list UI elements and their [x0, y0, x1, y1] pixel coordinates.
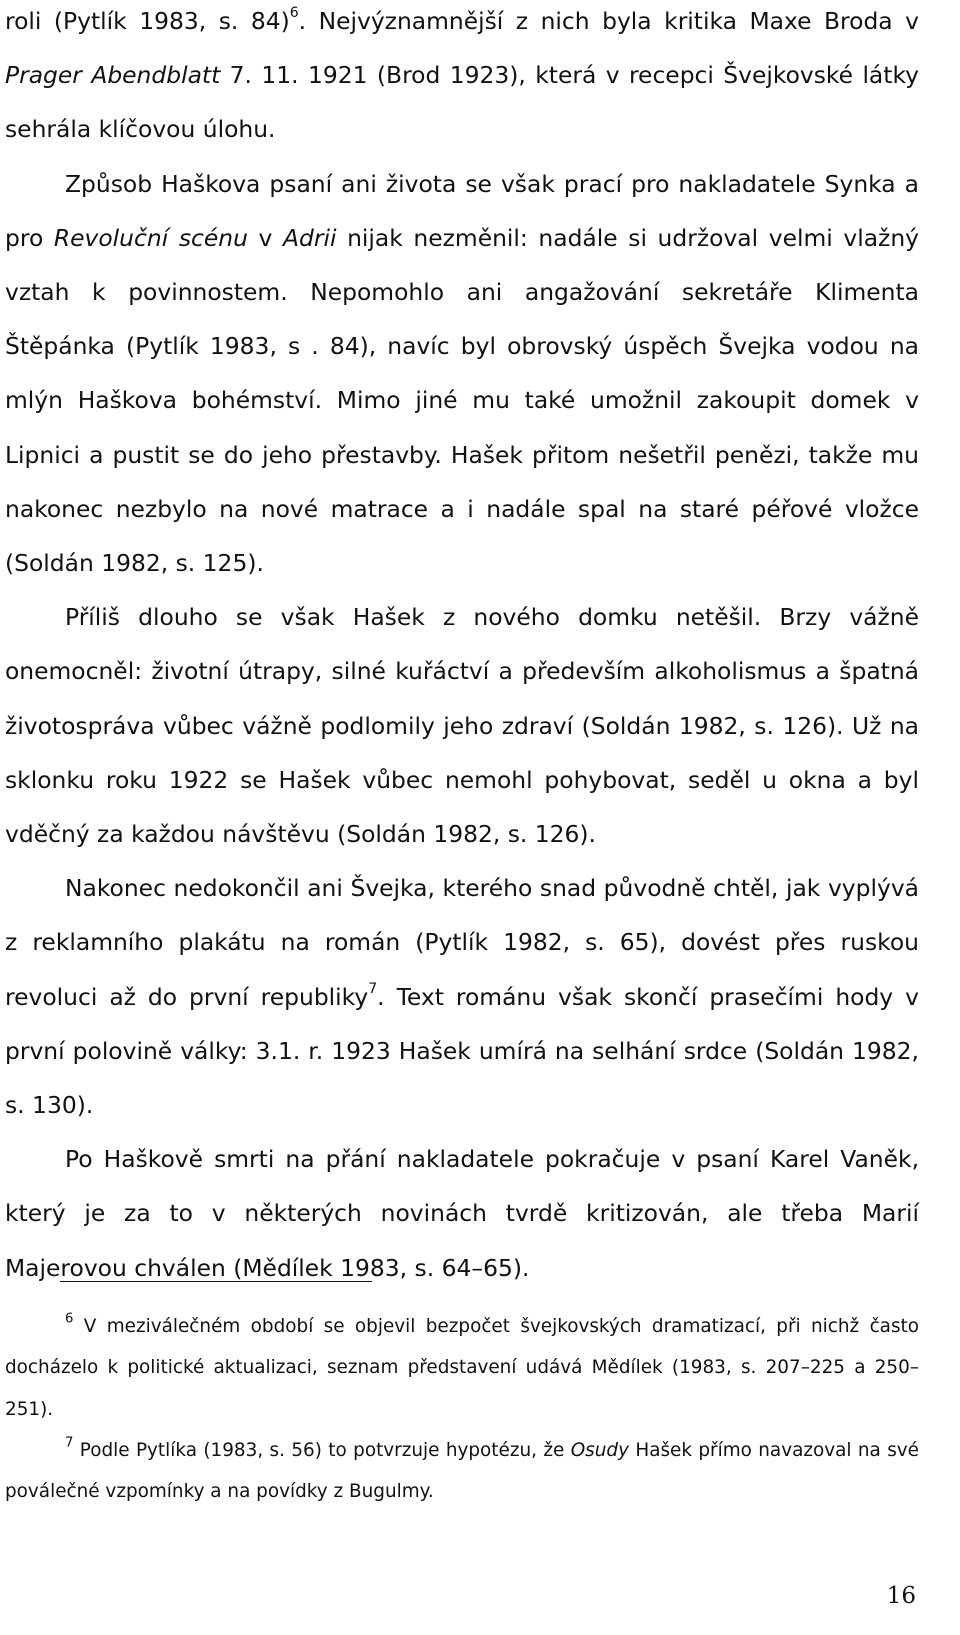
footnote-6: [5, 1306, 919, 1430]
footnote-ref-7[interactable]: 7: [368, 980, 378, 997]
footnote-separator: [60, 1281, 372, 1282]
footnote-text: Hašek přímo navazoval na své poválečné vzpomínky a na povídky z Bugulmy.: [5, 1439, 919, 1503]
footnote-number: 6: [65, 1311, 74, 1327]
paragraph-4: [5, 861, 919, 1132]
text-run: roli (Pytlík 1983, s. 84): [5, 7, 290, 35]
footnotes: [5, 1306, 919, 1512]
paragraph-5: Po Haškově smrti na přání nakladatele pokračuje v psaní Karel Vaněk, který je za to v některých novinách tvrdě kritizován, ale třeba Marií Majerovou chválen (Mědílek 1983, s. 64–65).: [5, 1145, 919, 1282]
paragraph-1: [5, 0, 919, 157]
italic-title: Revoluční scénu: [53, 223, 248, 252]
footnote-number: 7: [65, 1435, 74, 1451]
document-page: [5, 0, 919, 1295]
italic-title: Prager Abendblatt: [5, 61, 221, 90]
text-run: nijak nezměnil: nadále si udržoval velmi vlažný vztah k povinnostem. Nepomohlo ani angažování sekretáře Klimenta Štěpánka (Pytlík 1983, s . 84), navíc byl obrovský úspěch Švejka vodou na mlýn Haškova bohémství. Mimo jiné mu také umožnil zakoupit domek v Lipnici a pustit se do jeho přestavby. Hašek přitom nešetřil penězi, takže mu nakonec nezbylo na nové matrace a i nadále spal na staré péřové vložce (Soldán 1982, s. 125).: [5, 223, 919, 578]
text-run: . Text románu však skončí prasečími hody v první polovině války: 3.1. r. 1923 Hašek umírá na selhání srdce (Soldán 1982, s. 130).: [5, 982, 919, 1120]
footnote-text: Podle Pytlíka (1983, s. 56) to potvrzuje hypotézu, že: [73, 1439, 571, 1461]
paragraph-2: [5, 157, 919, 591]
text-run: . Nejvýznamnější z nich byla kritika Maxe Broda v: [298, 7, 919, 35]
text-run: v: [247, 223, 283, 252]
text-run: 7. 11. 1921 (Brod 1923), která v recepci Švejkovské látky sehrála klíčovou úlohu.: [5, 61, 919, 144]
footnote-text: V meziválečném období se objevil bezpočet švejkovských dramatizací, při nichž často docházelo k politické aktualizaci, seznam představení udává Mědílek (1983, s. 207–225 a 250–251).: [5, 1316, 919, 1420]
page-number: 16: [886, 1583, 916, 1609]
text-run: Způsob Haškova psaní ani života se však prací pro nakladatele Synka a pro: [5, 169, 919, 252]
italic-title: Adrii: [283, 223, 337, 252]
text-run: Nakonec nedokončil ani Švejka, kterého snad původně chtěl, jak vyplývá z reklamního plakátu na román (Pytlík 1982, s. 65), dovést přes ruskou revoluci až do první republiky: [5, 874, 919, 1011]
footnote-7: [5, 1430, 919, 1513]
footnote-ref-6[interactable]: 6: [289, 5, 299, 22]
italic-title: Osudy: [570, 1439, 629, 1461]
paragraph-3: Příliš dlouho se však Hašek z nového domku netěšil. Brzy vážně onemocněl: životní útrapy, silné kuřáctví a především alkoholismus a špatná životospráva vůbec vážně podlomily jeho zdraví (Soldán 1982, s. 126). Už na sklonku roku 1922 se Hašek vůbec nemohl pohybovat, seděl u okna a byl vděčný za každou návštěvu (Soldán 1982, s. 126).: [5, 603, 919, 849]
